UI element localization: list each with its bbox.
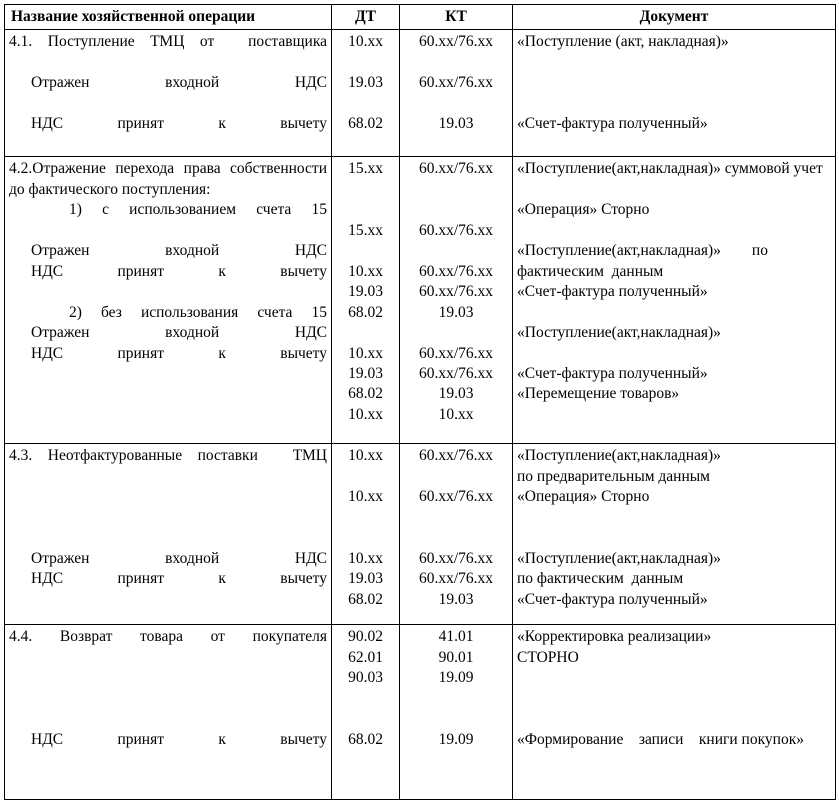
operation-line: 4.2.Отражение перехода права собственности до фактического поступления: [9, 160, 327, 198]
spacer-line [404, 323, 508, 343]
table-row [5, 157, 836, 444]
spacer-line [517, 221, 831, 241]
spacer-line [9, 282, 327, 302]
dt-code: 15.xx [348, 221, 383, 239]
operation-line: НДС принят к вычету [31, 262, 327, 280]
cell-dt [332, 157, 400, 444]
kt-code: 60.xx/76.xx [418, 262, 494, 280]
spacer-line [517, 303, 831, 323]
document-line: «Формирование записи книги покупок» [517, 730, 804, 748]
operation-line: Отражен входной НДС [31, 74, 327, 92]
spacer-line [336, 467, 395, 487]
kt-code: 10.xx [438, 405, 474, 423]
kt-code: 60.xx/76.xx [418, 447, 494, 465]
spacer-line [9, 528, 327, 548]
operation-line: 2) без использования счета 15 [69, 303, 327, 321]
spacer-line [404, 53, 508, 73]
kt-code: 60.xx/76.xx [418, 364, 494, 382]
spacer-line [517, 180, 831, 200]
table-header [5, 5, 836, 30]
column-header-kt: КТ [400, 5, 513, 30]
document-line: по фактическим данным [517, 570, 684, 588]
document-line: по предварительным данным [517, 467, 710, 485]
kt-code: 19.03 [438, 385, 474, 403]
operation-line: НДС принят к вычету [31, 344, 327, 362]
kt-code: 60.xx/76.xx [418, 283, 494, 301]
dt-code: 19.03 [348, 283, 383, 301]
cell-operation-name [5, 444, 332, 625]
spacer-line [336, 200, 395, 220]
document-line: «Перемещение товаров» [517, 385, 680, 403]
cell-kt [400, 444, 513, 625]
document-line: «Корректировка реализации» [517, 628, 712, 646]
cell-operation-name [5, 625, 332, 800]
dt-code: 15.xx [348, 160, 383, 178]
dt-code: 10.xx [348, 488, 383, 506]
spacer-line [404, 180, 508, 200]
spacer-line [336, 323, 395, 343]
table-header-row [5, 5, 836, 30]
dt-code: 19.03 [348, 364, 383, 382]
spacer-line [404, 689, 508, 709]
spacer-line [9, 709, 327, 729]
spacer-line [404, 241, 508, 261]
cell-kt [400, 157, 513, 444]
document-line: «Поступление(акт,накладная)» [517, 447, 721, 465]
cell-dt [332, 30, 400, 157]
table-row [5, 444, 836, 625]
spacer-line [336, 241, 395, 261]
spacer-line [336, 689, 395, 709]
spacer-line [404, 200, 508, 220]
dt-code: 10.xx [348, 344, 383, 362]
kt-code: 60.xx/76.xx [418, 160, 494, 178]
dt-code: 90.03 [348, 669, 383, 687]
kt-code: 41.01 [438, 628, 474, 646]
operation-line: Отражен входной НДС [31, 549, 327, 567]
dt-code: 10.xx [348, 549, 383, 567]
spacer-line [517, 344, 831, 364]
dt-code: 68.02 [348, 115, 383, 133]
document-line: «Операция» Сторно [517, 201, 650, 219]
spacer-line [517, 689, 831, 709]
operation-line: 1) с использованием счета 15 [69, 201, 327, 219]
spacer-line [404, 467, 508, 487]
spacer-line [517, 73, 831, 93]
document-line: «Поступление(акт,накладная)» суммовой учет [517, 160, 823, 178]
document-line: «Счет-фактура полученный» [517, 283, 708, 301]
document-line: «Счет-фактура полученный» [517, 590, 708, 608]
spacer-line [9, 94, 327, 114]
spacer-line [9, 508, 327, 528]
cell-document [513, 625, 836, 800]
dt-code: 10.xx [348, 33, 383, 51]
cell-operation-name [5, 157, 332, 444]
spacer-line [517, 709, 831, 729]
spacer-line [517, 508, 831, 528]
cell-operation-name [5, 30, 332, 157]
kt-code: 19.03 [438, 115, 474, 133]
kt-code: 19.09 [438, 730, 474, 748]
document-page [0, 4, 839, 809]
operation-line: Отражен входной НДС [31, 242, 327, 260]
spacer-line [517, 668, 831, 688]
spacer-line [336, 94, 395, 114]
kt-code: 60.xx/76.xx [418, 549, 494, 567]
spacer-line [336, 53, 395, 73]
cell-document [513, 444, 836, 625]
dt-code: 10.xx [348, 262, 383, 280]
spacer-line [9, 53, 327, 73]
kt-code: 60.xx/76.xx [418, 488, 494, 506]
dt-code: 10.xx [348, 447, 383, 465]
kt-code: 19.09 [438, 669, 474, 687]
cell-dt [332, 444, 400, 625]
cell-document [513, 30, 836, 157]
dt-code: 90.02 [348, 628, 383, 646]
document-line: «Операция» Сторно [517, 488, 650, 506]
dt-code: 68.02 [348, 303, 383, 321]
operation-line: 4.1. Поступление ТМЦ от поставщика [9, 33, 327, 51]
operation-line: НДС принят к вычету [31, 730, 327, 748]
spacer-line [517, 94, 831, 114]
document-line: «Поступление(акт,накладная)» [517, 324, 721, 342]
dt-code: 62.01 [348, 648, 383, 666]
operation-line: Отражен входной НДС [31, 324, 327, 342]
spacer-line [9, 648, 327, 668]
dt-code: 68.02 [348, 730, 383, 748]
cell-kt [400, 30, 513, 157]
spacer-line [404, 94, 508, 114]
document-line: «Поступление(акт,накладная)» [517, 549, 721, 567]
spacer-line [404, 508, 508, 528]
dt-code: 68.02 [348, 385, 383, 403]
column-header-dt: ДТ [332, 5, 400, 30]
table-row [5, 30, 836, 157]
spacer-line [336, 180, 395, 200]
document-line: «Счет-фактура полученный» [517, 115, 708, 133]
spacer-line [404, 709, 508, 729]
dt-code: 19.03 [348, 570, 383, 588]
cell-document [513, 157, 836, 444]
operation-line: НДС принят к вычету [31, 115, 327, 133]
kt-code: 60.xx/76.xx [418, 221, 494, 239]
spacer-line [9, 668, 327, 688]
column-header-document: Документ [513, 5, 836, 30]
spacer-line [9, 689, 327, 709]
spacer-line [336, 508, 395, 528]
spacer-line [336, 528, 395, 548]
document-line: СТОРНО [517, 648, 579, 666]
document-line: «Счет-фактура полученный» [517, 364, 708, 382]
spacer-line [517, 53, 831, 73]
kt-code: 60.xx/76.xx [418, 33, 494, 51]
cell-kt [400, 625, 513, 800]
kt-code: 60.xx/76.xx [418, 570, 494, 588]
kt-code: 19.03 [438, 590, 474, 608]
column-header-operation-name: Название хозяйственной операции [5, 5, 332, 30]
cell-dt [332, 625, 400, 800]
spacer-line [9, 487, 327, 507]
spacer-line [336, 709, 395, 729]
spacer-line [9, 221, 327, 241]
document-line: «Поступление(акт,накладная)» по фактическим данным [517, 242, 768, 280]
accounting-operations-table [4, 4, 836, 800]
kt-code: 60.xx/76.xx [418, 74, 494, 92]
spacer-line [9, 467, 327, 487]
operation-line: 4.4. Возврат товара от покупателя [9, 628, 327, 646]
spacer-line [517, 528, 831, 548]
dt-code: 10.xx [348, 405, 383, 423]
kt-code: 19.03 [438, 303, 474, 321]
kt-code: 90.01 [438, 648, 474, 666]
table-body [5, 30, 836, 800]
spacer-line [404, 528, 508, 548]
dt-code: 19.03 [348, 74, 383, 92]
operation-line: 4.3. Неотфактурованные поставки ТМЦ [9, 447, 327, 465]
document-line: «Поступление (акт, накладная)» [517, 33, 729, 51]
kt-code: 60.xx/76.xx [418, 344, 494, 362]
operation-line: НДС принят к вычету [31, 570, 327, 588]
table-row [5, 625, 836, 800]
dt-code: 68.02 [348, 590, 383, 608]
